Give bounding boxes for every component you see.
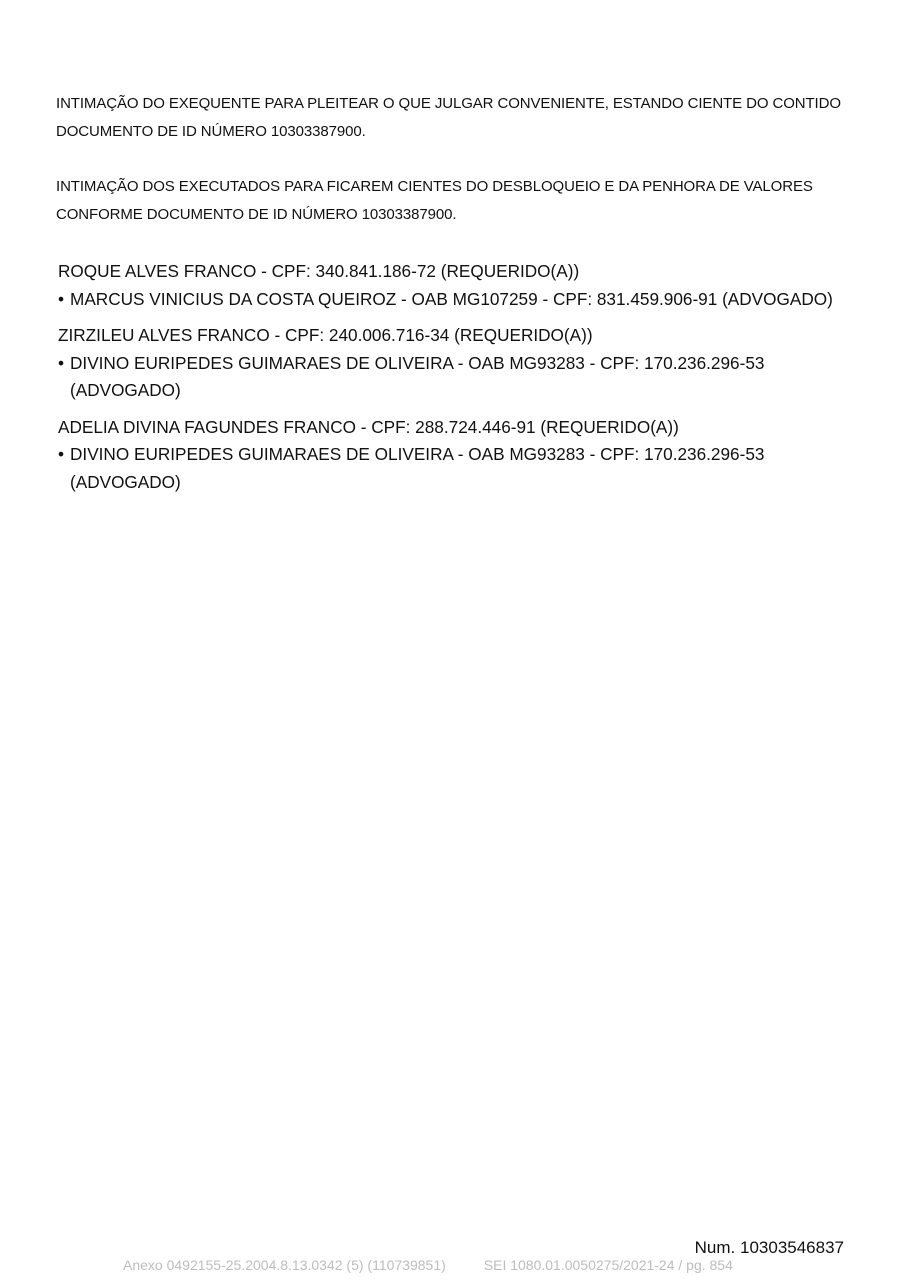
party-name: ADELIA DIVINA FAGUNDES FRANCO - CPF: 288.724.446-91 (REQUERIDO(A)) xyxy=(58,416,679,437)
bullet-icon: • xyxy=(58,288,65,309)
lawyer-entry xyxy=(58,350,858,405)
lawyer-entry xyxy=(58,286,858,314)
lawyer-name: DIVINO EURIPEDES GUIMARAES DE OLIVEIRA - OAB MG93283 - CPF: 170.236.296-53 (ADVOGADO) xyxy=(70,444,765,492)
bullet-icon: • xyxy=(58,444,65,464)
party-entry xyxy=(58,414,858,497)
document-number: Num. 10303546837 xyxy=(694,1238,844,1257)
party-entry xyxy=(58,258,858,313)
lawyer-entry xyxy=(58,441,858,496)
party-name: ZIRZILEU ALVES FRANCO - CPF: 240.006.716-34 (REQUERIDO(A)) xyxy=(58,325,593,345)
footer-annex-line xyxy=(123,1257,733,1273)
lawyer-name: DIVINO EURIPEDES GUIMARAES DE OLIVEIRA - OAB MG93283 - CPF: 170.236.296-53 (ADVOGADO) xyxy=(70,352,765,400)
annex-reference: Anexo 0492155-25.2004.8.13.0342 (5) (110739851) xyxy=(123,1257,446,1273)
lawyer-name: MARCUS VINICIUS DA COSTA QUEIROZ - OAB MG107259 - CPF: 831.459.906-91 (ADVOGADO) xyxy=(70,288,833,309)
party-entry xyxy=(58,322,858,405)
intimacao-exequente-text: INTIMAÇÃO DO EXEQUENTE PARA PLEITEAR O QUE JULGAR CONVENIENTE, ESTANDO CIENTE DO CONTIDO DOCUMENTO DE ID NÚMERO 10303387900. xyxy=(56,95,841,140)
parties-list xyxy=(58,258,858,505)
intimacao-executados-text: INTIMAÇÃO DOS EXECUTADOS PARA FICAREM CIENTES DO DESBLOQUEIO E DA PENHORA DE VALORES CONFORME DOCUMENTO DE ID NÚMERO 10303387900. xyxy=(56,178,813,223)
sei-reference: SEI 1080.01.0050275/2021-24 / pg. 854 xyxy=(483,1257,733,1273)
party-name: ROQUE ALVES FRANCO - CPF: 340.841.186-72 (REQUERIDO(A)) xyxy=(58,261,580,281)
bullet-icon: • xyxy=(58,352,65,373)
